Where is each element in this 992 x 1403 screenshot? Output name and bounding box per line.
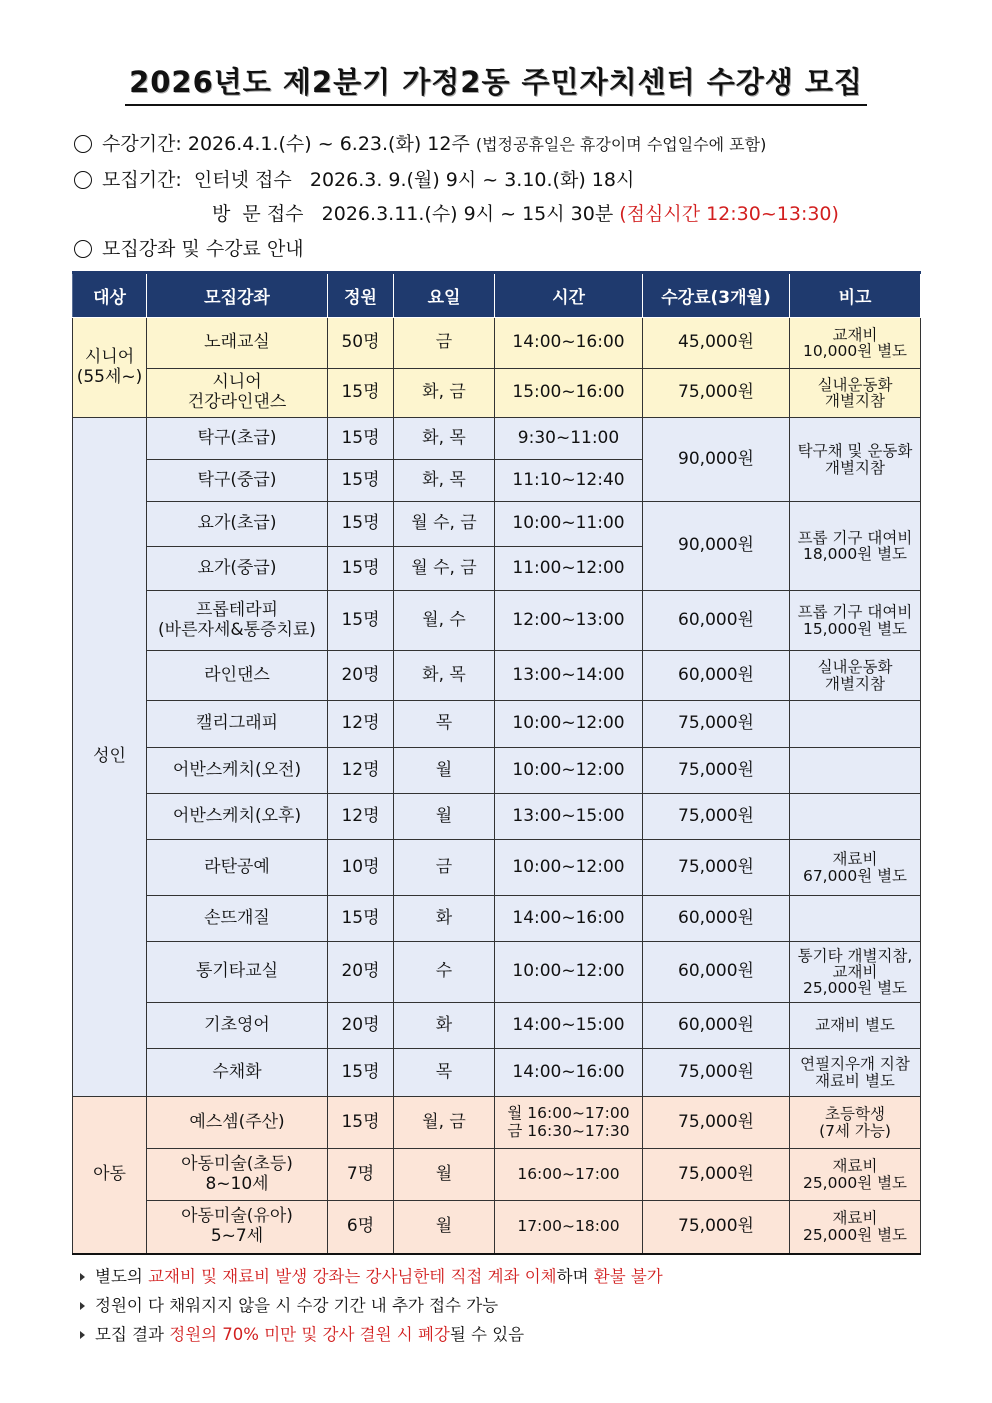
- capacity: 12명: [328, 794, 394, 840]
- note: 재료비 67,000원 별도: [790, 840, 921, 896]
- day: 월, 금: [394, 1097, 495, 1149]
- fee: 75,000원: [643, 1149, 790, 1201]
- triangle-bullet-icon: [80, 1302, 85, 1310]
- course-name: 어반스케치(오전): [147, 748, 328, 794]
- fee: 60,000원: [643, 591, 790, 651]
- guide-line: 모집강좌 및 수강료 안내: [74, 234, 304, 261]
- course-name: 탁구(초급): [147, 418, 328, 460]
- note: 초등학생 (7세 가능): [790, 1097, 921, 1149]
- course-name: 예스셈(주산): [147, 1097, 328, 1149]
- time: 11:00~12:00: [495, 547, 643, 591]
- fee: 75,000원: [643, 748, 790, 794]
- day: 화, 목: [394, 651, 495, 701]
- time: 월 16:00~17:00 금 16:30~17:30: [495, 1097, 643, 1149]
- triangle-bullet-icon: [80, 1331, 85, 1339]
- day: 화, 목: [394, 418, 495, 460]
- triangle-bullet-icon: [80, 1273, 85, 1281]
- internet-label: 인터넷 접수: [193, 169, 292, 191]
- fee: 75,000원: [643, 840, 790, 896]
- header-course: 모집강좌: [147, 273, 328, 318]
- note: 재료비 25,000원 별도: [790, 1201, 921, 1254]
- capacity: 15명: [328, 502, 394, 547]
- table-row: [73, 1201, 921, 1254]
- time: 10:00~12:00: [495, 701, 643, 748]
- day: 월: [394, 1149, 495, 1201]
- header-note: 비고: [790, 273, 921, 318]
- capacity: 15명: [328, 1049, 394, 1097]
- visit-label: 방 문 접수: [212, 203, 304, 225]
- time: 17:00~18:00: [495, 1201, 643, 1254]
- group-adult: 성인: [73, 418, 147, 1097]
- course-name: 라인댄스: [147, 651, 328, 701]
- internet-period-value: 2026.3. 9.(월) 9시 ~ 3.10.(화) 18시: [309, 169, 635, 191]
- table-row: [73, 591, 921, 651]
- group-child: 아동: [73, 1097, 147, 1254]
- table-row: [73, 748, 921, 794]
- circle-bullet-icon: [74, 135, 92, 153]
- capacity: 20명: [328, 942, 394, 1003]
- fee: 75,000원: [643, 794, 790, 840]
- notice-item: 정원이 다 채워지지 않을 시 수강 기간 내 추가 접수 가능: [80, 1291, 663, 1320]
- course-name: 라탄공예: [147, 840, 328, 896]
- group-senior: 시니어 (55세~): [73, 318, 147, 418]
- header-fee: 수강료(3개월): [643, 273, 790, 318]
- circle-bullet-icon: [74, 240, 92, 258]
- time: 13:00~15:00: [495, 794, 643, 840]
- fee: 75,000원: [643, 701, 790, 748]
- capacity: 15명: [328, 547, 394, 591]
- note: [790, 701, 921, 748]
- capacity: 12명: [328, 701, 394, 748]
- fee: 45,000원: [643, 318, 790, 369]
- time: 11:10~12:40: [495, 460, 643, 502]
- capacity: 6명: [328, 1201, 394, 1254]
- fee: 60,000원: [643, 1003, 790, 1049]
- course-name: 아동미술(초등) 8~10세: [147, 1149, 328, 1201]
- time: 14:00~16:00: [495, 318, 643, 369]
- note: 통기타 개별지참, 교재비 25,000원 별도: [790, 942, 921, 1003]
- note: 연필지우개 지참 재료비 별도: [790, 1049, 921, 1097]
- day: 금: [394, 840, 495, 896]
- time: 13:00~14:00: [495, 651, 643, 701]
- note: [790, 794, 921, 840]
- notice-item: 별도의 교재비 및 재료비 발생 강좌는 강사님한테 직접 계좌 이체하며 환불 불가: [80, 1262, 663, 1291]
- capacity: 15명: [328, 418, 394, 460]
- capacity: 15명: [328, 369, 394, 418]
- course-name: 기초영어: [147, 1003, 328, 1049]
- course-name: 프롭테라피 (바른자세&통증치료): [147, 591, 328, 651]
- time: 16:00~17:00: [495, 1149, 643, 1201]
- fee: 90,000원: [643, 418, 790, 502]
- day: 화: [394, 1003, 495, 1049]
- header-time: 시간: [495, 273, 643, 318]
- lunch-note: (점심시간 12:30~13:30): [619, 203, 839, 225]
- time: 14:00~16:00: [495, 896, 643, 942]
- day: 월: [394, 748, 495, 794]
- fee: 75,000원: [643, 1049, 790, 1097]
- course-name: 아동미술(유아) 5~7세: [147, 1201, 328, 1254]
- fee: 60,000원: [643, 942, 790, 1003]
- fee: 75,000원: [643, 1201, 790, 1254]
- note: 프롭 기구 대여비 15,000원 별도: [790, 591, 921, 651]
- day: 월: [394, 1201, 495, 1254]
- visit-period-value: 2026.3.11.(수) 9시 ~ 15시 30분: [321, 203, 614, 225]
- note: 실내운동화 개별지참: [790, 369, 921, 418]
- course-name: 요가(초급): [147, 502, 328, 547]
- circle-bullet-icon: [74, 171, 92, 189]
- course-period-value: 2026.4.1.(수) ~ 6.23.(화) 12주: [187, 133, 470, 155]
- table-row: [73, 369, 921, 418]
- time: 10:00~12:00: [495, 840, 643, 896]
- table-row: [73, 502, 921, 547]
- course-name: 통기타교실: [147, 942, 328, 1003]
- course-name: 손뜨개질: [147, 896, 328, 942]
- fee: 75,000원: [643, 1097, 790, 1149]
- course-period-line: 수강기간: 2026.4.1.(수) ~ 6.23.(화) 12주 (법정공휴일은 휴강이며 수업일수에 포함): [74, 129, 766, 156]
- day: 화, 금: [394, 369, 495, 418]
- day: 화, 목: [394, 460, 495, 502]
- table-row: [73, 418, 921, 460]
- course-period-note: (법정공휴일은 휴강이며 수업일수에 포함): [475, 135, 767, 154]
- table-row: [73, 701, 921, 748]
- day: 월 수, 금: [394, 502, 495, 547]
- capacity: 7명: [328, 1149, 394, 1201]
- notice-item: 모집 결과 정원의 70% 미만 및 강사 결원 시 폐강될 수 있음: [80, 1320, 663, 1349]
- note: 프롭 기구 대여비 18,000원 별도: [790, 502, 921, 591]
- note: 교재비 별도: [790, 1003, 921, 1049]
- fee: 60,000원: [643, 651, 790, 701]
- note: 재료비 25,000원 별도: [790, 1149, 921, 1201]
- table-row: [73, 942, 921, 1003]
- notice-list: [80, 1262, 663, 1349]
- time: 9:30~11:00: [495, 418, 643, 460]
- time: 12:00~13:00: [495, 591, 643, 651]
- table-row: [73, 1049, 921, 1097]
- header-day: 요일: [394, 273, 495, 318]
- fee: 60,000원: [643, 896, 790, 942]
- recruit-period-line: 모집기간: 인터넷 접수 2026.3. 9.(월) 9시 ~ 3.10.(화) 18시: [74, 165, 634, 192]
- capacity: 20명: [328, 1003, 394, 1049]
- day: 목: [394, 701, 495, 748]
- header-target: 대상: [73, 273, 147, 318]
- day: 월: [394, 794, 495, 840]
- course-name: 캘리그래피: [147, 701, 328, 748]
- table-row: [73, 1149, 921, 1201]
- time: 10:00~12:00: [495, 748, 643, 794]
- capacity: 20명: [328, 651, 394, 701]
- day: 금: [394, 318, 495, 369]
- course-name: 요가(중급): [147, 547, 328, 591]
- day: 수: [394, 942, 495, 1003]
- note: 탁구채 및 운동화 개별지참: [790, 418, 921, 502]
- capacity: 15명: [328, 460, 394, 502]
- table-row: [73, 1097, 921, 1149]
- time: 14:00~15:00: [495, 1003, 643, 1049]
- note: [790, 896, 921, 942]
- capacity: 15명: [328, 896, 394, 942]
- time: 14:00~16:00: [495, 1049, 643, 1097]
- fee: 75,000원: [643, 369, 790, 418]
- course-name: 탁구(중급): [147, 460, 328, 502]
- page-title: 2026년도 제2분기 가정2동 주민자치센터 수강생 모집: [0, 60, 992, 106]
- table-row: [73, 1003, 921, 1049]
- visit-period-line: [212, 199, 839, 226]
- course-name: 수채화: [147, 1049, 328, 1097]
- table-row: [73, 318, 921, 369]
- time: 15:00~16:00: [495, 369, 643, 418]
- table-row: [73, 794, 921, 840]
- day: 화: [394, 896, 495, 942]
- capacity: 10명: [328, 840, 394, 896]
- note: [790, 748, 921, 794]
- day: 목: [394, 1049, 495, 1097]
- course-table: [72, 271, 921, 1255]
- day: 월 수, 금: [394, 547, 495, 591]
- table-row: [73, 896, 921, 942]
- header-capacity: 정원: [328, 273, 394, 318]
- time: 10:00~11:00: [495, 502, 643, 547]
- capacity: 15명: [328, 591, 394, 651]
- capacity: 12명: [328, 748, 394, 794]
- capacity: 50명: [328, 318, 394, 369]
- note: 실내운동화 개별지참: [790, 651, 921, 701]
- course-name: 어반스케치(오후): [147, 794, 328, 840]
- note: 교재비 10,000원 별도: [790, 318, 921, 369]
- day: 월, 수: [394, 591, 495, 651]
- fee: 90,000원: [643, 502, 790, 591]
- table-row: [73, 840, 921, 896]
- course-name: 시니어 건강라인댄스: [147, 369, 328, 418]
- table-row: [73, 651, 921, 701]
- course-name: 노래교실: [147, 318, 328, 369]
- table-header-row: [73, 273, 921, 318]
- capacity: 15명: [328, 1097, 394, 1149]
- time: 10:00~12:00: [495, 942, 643, 1003]
